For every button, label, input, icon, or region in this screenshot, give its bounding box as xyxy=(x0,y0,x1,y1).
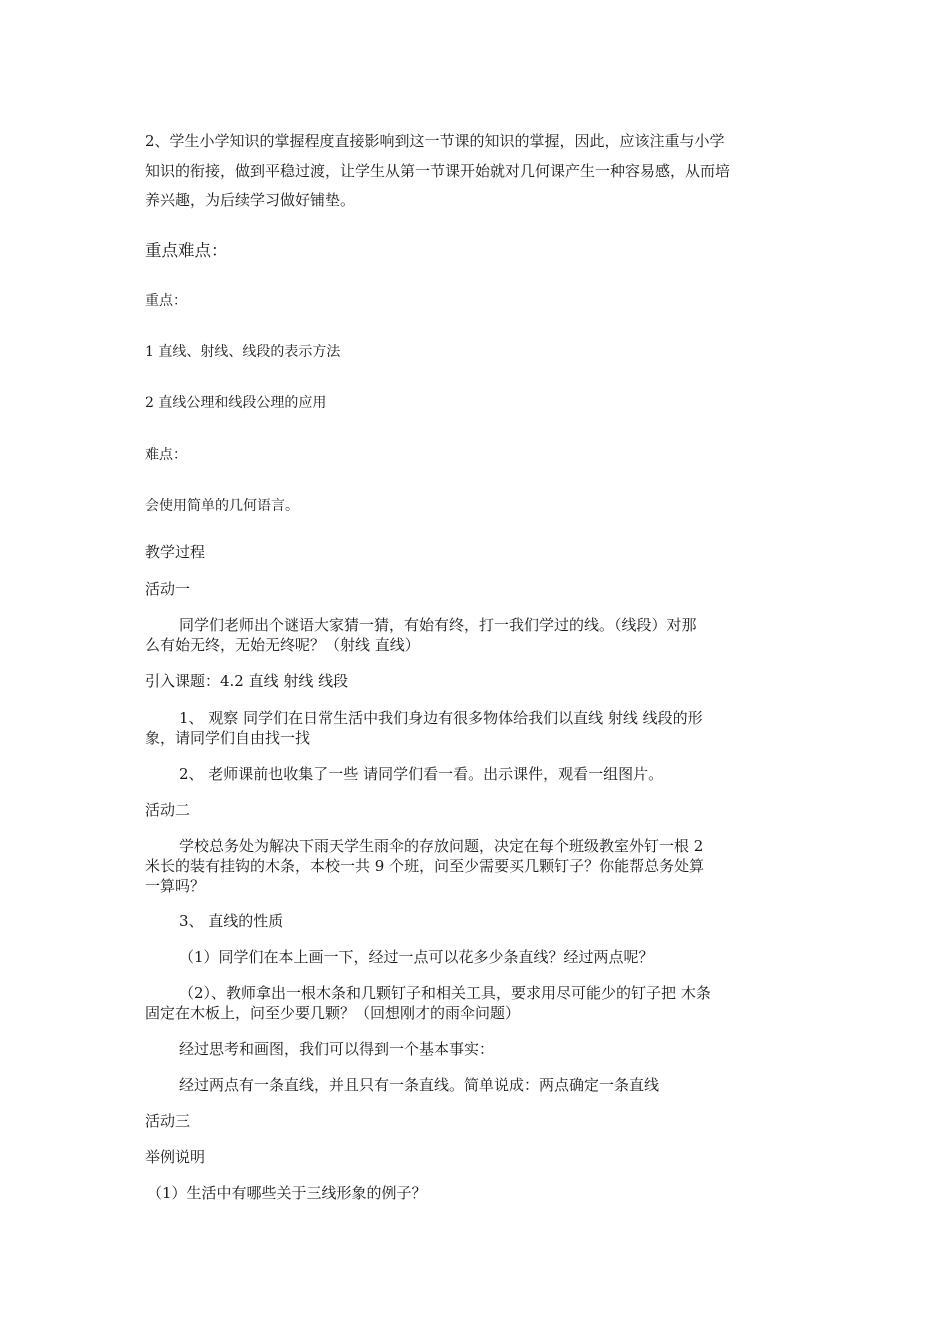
key-point-1: 1 直线、射线、线段的表示方法 xyxy=(145,344,341,360)
activity1-item1-line1: 1、 观察 同学们在日常生活中我们身边有很多物体给我们以直线 射线 线段的形 xyxy=(179,709,703,727)
activity3-title: 活动三 xyxy=(145,1112,191,1130)
activity2-item3: 3、 直线的性质 xyxy=(179,912,284,930)
activity2-sub1: （1）同学们在本上画一下，经过一点可以花多少条直线？经过两点呢？ xyxy=(179,948,654,966)
activity2-problem-line2: 米长的装有挂钩的木条，本校一共 9 个班，问至少需要买几颗钉子？你能帮总务处算 xyxy=(145,857,705,875)
activity1-item1-line2: 象，请同学们自由找一找 xyxy=(145,729,311,747)
key-points-label: 重点： xyxy=(145,293,187,309)
intro-item2-line2: 知识的衔接，做到平稳过渡，让学生从第一节课开始就对几何课产生一种容易感，从而培 xyxy=(145,162,731,180)
activity2-sub2-line2: 固定在木板上，问至少要几颗？（回想刚才的雨伞问题） xyxy=(145,1004,521,1022)
activity1-riddle-line1: 同学们老师出个谜语大家猜一猜，有始有终，打一我们学过的线。（线段）对那 xyxy=(179,616,697,634)
intro-item2-line3: 养兴趣，为后续学习做好铺垫。 xyxy=(145,191,356,209)
activity3-subtitle: 举例说明 xyxy=(145,1148,206,1166)
activity2-conclusion-intro: 经过思考和画图，我们可以得到一个基本事实： xyxy=(179,1040,495,1058)
key-difficult-heading: 重点难点： xyxy=(145,241,228,260)
activity2-problem-line3: 一算吗？ xyxy=(145,877,206,895)
process-heading: 教学过程 xyxy=(145,543,206,561)
difficult-label: 难点： xyxy=(145,447,187,463)
activity1-lead-in: 引入课题：4.2 直线 射线 线段 xyxy=(145,672,349,690)
activity2-sub2-line1: （2）、教师拿出一根木条和几颗钉子和相关工具，要求用尽可能少的钉子把 木条 xyxy=(179,984,711,1002)
activity1-item2: 2、 老师课前也收集了一些 请同学们看一看。出示课件，观看一组图片。 xyxy=(179,765,664,783)
activity1-title: 活动一 xyxy=(145,580,191,598)
activity2-problem-line1: 学校总务处为解决下雨天学生雨伞的存放问题，决定在每个班级教室外钉一根 2 xyxy=(179,837,704,855)
activity1-riddle-line2: 么有始无终，无始无终呢？（射线 直线） xyxy=(145,636,420,654)
activity2-conclusion: 经过两点有一条直线，并且只有一条直线。简单说成：两点确定一条直线 xyxy=(179,1076,660,1094)
difficult-text: 会使用简单的几何语言。 xyxy=(145,498,299,514)
activity3-q1: （1）生活中有哪些关于三线形象的例子？ xyxy=(147,1184,427,1202)
key-point-2: 2 直线公理和线段公理的应用 xyxy=(145,395,327,411)
intro-item2-line1: 2、学生小学知识的掌握程度直接影响到这一节课的知识的掌握，因此，应该注重与小学 xyxy=(145,132,725,150)
activity2-title: 活动二 xyxy=(145,801,191,819)
